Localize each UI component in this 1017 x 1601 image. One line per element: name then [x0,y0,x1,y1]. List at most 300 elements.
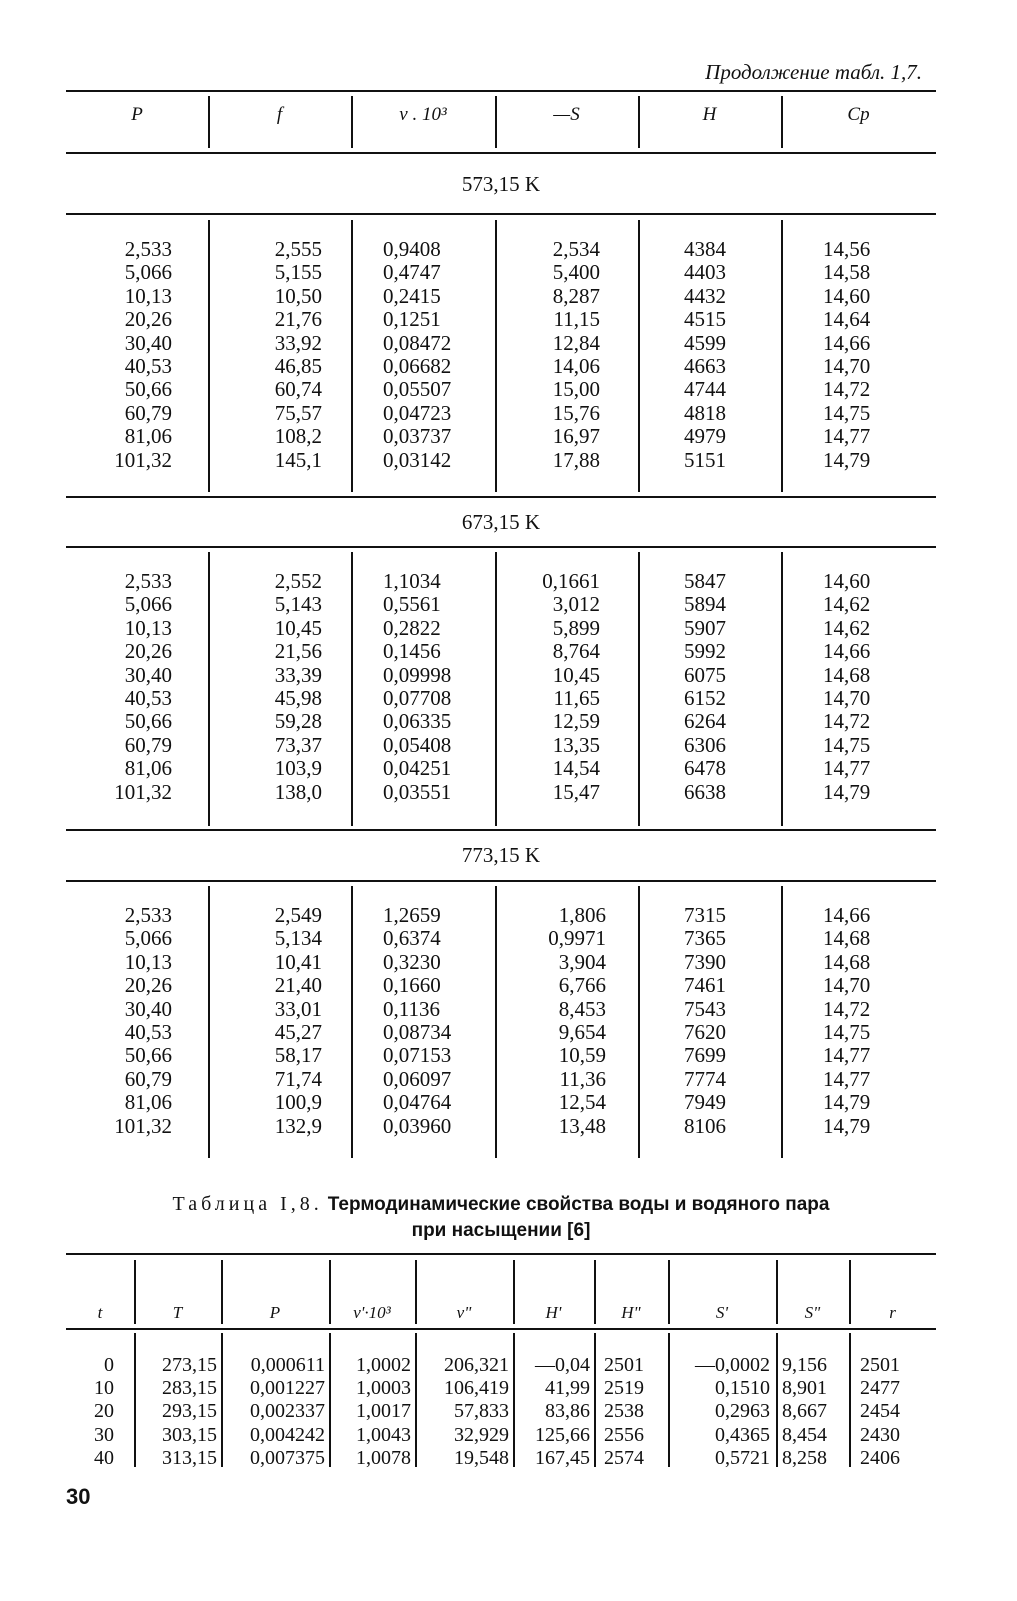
table-cell: 0,6374 [383,926,441,951]
table17-header-rule [66,152,936,154]
column-divider [638,886,640,1158]
table-cell: 14,77 [823,424,871,449]
table-cell: 71,74 [274,1066,322,1091]
table-cell: 2538 [604,1400,644,1423]
table-cell: 1,0078 [356,1446,411,1469]
table-cell: 15,47 [552,779,600,804]
table-cell: 303,15 [162,1423,217,1446]
table18-header-divider [849,1260,851,1324]
table18-header-divider [776,1260,778,1324]
table-cell: 40,53 [124,1020,172,1045]
column-divider [495,220,497,492]
table18-header-v2: v" [456,1303,472,1322]
table-cell: 60,74 [274,377,322,402]
table-cell: 2,534 [552,237,600,261]
table-cell: 15,76 [552,400,600,425]
column-s [510,904,606,1138]
table-cell: 103,9 [274,756,322,781]
table-cell: 14,79 [823,447,871,472]
table-cell: 12,59 [552,709,600,734]
table-cell: 40,53 [124,354,172,379]
table-cell: 0,2963 [715,1400,770,1423]
table-cell: 40,53 [124,686,172,711]
table17-header-f: f [276,104,283,125]
table-cell: 9,156 [782,1354,827,1376]
column-p [80,238,172,472]
table-cell: 0,04251 [383,756,452,781]
table-cell: 2556 [604,1423,644,1446]
table-cell: 14,66 [823,903,871,927]
table18-column-S2 [782,1354,846,1470]
table-cell: 6478 [684,756,726,781]
table-cell: 5,134 [274,926,322,951]
table-cell: 19,548 [454,1446,509,1469]
table-cell: 1,0002 [356,1354,411,1376]
section-temperature: 673,15 K [461,510,541,534]
table-cell: 138,0 [274,779,322,804]
table-cell: 15,00 [552,377,600,402]
table-cell: 0,03737 [383,424,452,449]
table-cell: 167,45 [535,1446,590,1469]
table17-header-divider [781,96,783,148]
table-cell: 6075 [684,662,726,687]
table-cell: 206,321 [444,1354,509,1376]
table-cell: 50,66 [124,709,172,734]
table-cell: 5151 [684,447,726,472]
table18-header-T: T [172,1303,183,1322]
table-cell: 81,06 [124,756,172,781]
table-cell: 5,400 [552,260,600,285]
table-cell: 6,766 [558,973,606,998]
table-cell: 14,60 [823,569,871,593]
table-cell: 1,0043 [356,1423,411,1446]
section-temperature: 773,15 K [461,843,541,867]
column-divider [638,552,640,826]
table-cell: 14,75 [823,400,871,425]
table-cell: 0,1136 [383,996,440,1021]
table-cell: 0,05408 [383,732,452,757]
table-cell: 0,08734 [383,1020,452,1045]
table18-column-v2 [415,1354,509,1470]
table-cell: 0,03551 [383,779,452,804]
table-cell: 58,17 [274,1043,322,1068]
table-cell: 5,066 [124,260,172,285]
table-cell: 0 [104,1354,114,1376]
table-cell: 6152 [684,686,726,711]
table-cell: 4384 [684,237,726,261]
column-h [684,570,754,804]
table17-header-divider [495,96,497,148]
table18-header-divider [134,1260,136,1324]
table-cell: 11,65 [553,686,600,711]
table-cell: 57,833 [454,1400,509,1423]
table-cell: 16,97 [552,424,600,449]
section-rule [66,546,936,548]
table-cell: 5,143 [274,592,322,617]
table18-header-H1: H' [545,1303,562,1322]
table-cell: 2430 [860,1423,900,1446]
table-cell: 4663 [684,354,726,379]
table-cell: —0,04 [535,1354,590,1376]
table18-caption-title-line2: при насыщении [6] [411,1220,591,1241]
table-cell: 8,287 [552,283,600,308]
table18-column-S1 [668,1354,770,1470]
column-divider [638,220,640,492]
table-cell: 4979 [684,424,726,449]
table-cell: 14,79 [823,779,871,804]
table-cell: 0,06335 [383,709,452,734]
table-cell: 50,66 [124,1043,172,1068]
table-cell: 14,70 [823,686,871,711]
table-cell: 41,99 [545,1377,590,1400]
table-cell: 1,1034 [383,569,441,593]
table-cell: 5,899 [552,615,600,640]
table-cell: 33,01 [274,996,322,1021]
table-cell: 2,552 [274,569,322,593]
table-cell: 2501 [604,1354,644,1376]
table-cell: 283,15 [162,1377,217,1400]
table18-header-v1: v'·10³ [353,1303,391,1322]
table18-column-v1 [329,1354,411,1470]
table-cell: 0,002337 [250,1400,325,1423]
column-p [80,570,172,804]
table-cell: 14,66 [823,330,871,355]
table-cell: 2,533 [124,903,172,927]
table-cell: —0,0002 [695,1354,770,1376]
table-cell: 100,9 [274,1090,322,1115]
table-cell: 9,654 [558,1020,606,1045]
table18-caption-prefix: Таблица I,8. [172,1193,323,1215]
table-cell: 14,56 [823,237,871,261]
table-cell: 59,28 [274,709,322,734]
column-v [383,904,483,1138]
table-cell: 0,09998 [383,662,452,687]
table-cell: 46,85 [274,354,322,379]
table-cell: 14,77 [823,1066,871,1091]
column-divider [781,220,783,492]
table-cell: 5,066 [124,926,172,951]
table-cell: 10 [94,1377,114,1400]
table-cell: 8106 [684,1113,726,1138]
table-cell: 14,70 [823,354,871,379]
column-h [684,238,754,472]
table-cell: 7461 [684,973,726,998]
table-cell: 14,58 [823,260,871,285]
table-cell: 60,79 [124,400,172,425]
table-cell: 33,39 [274,662,322,687]
column-cp [823,570,893,804]
table-cell: 32,929 [454,1423,509,1446]
table17-header-p: P [131,104,143,125]
table-cell: 7365 [684,926,726,951]
table18-header-divider [329,1260,331,1324]
table-cell: 0,9408 [383,237,441,261]
table-cell: 11,15 [553,307,600,332]
table18-caption-title: Термодинамические свойства воды и водяного пара [327,1194,830,1215]
table-cell: 7620 [684,1020,726,1045]
table-cell: 33,92 [274,330,322,355]
table-cell: 20,26 [124,639,172,664]
section-temperature: 573,15 K [461,172,541,196]
column-p [80,904,172,1138]
table17-header-divider [208,96,210,148]
column-h [684,904,754,1138]
table-cell: 3,012 [552,592,600,617]
table18-column-divider [776,1333,778,1467]
table-cell: 0,4747 [383,260,441,285]
column-divider [781,886,783,1158]
table-cell: 1,2659 [383,903,441,927]
table-cell: 0,07708 [383,686,452,711]
table18-column-divider [849,1333,851,1467]
table-cell: 40 [94,1446,114,1469]
column-cp [823,904,893,1138]
table-cell: 12,54 [558,1090,606,1115]
table-cell: 14,66 [823,639,871,664]
table-cell: 10,45 [274,615,322,640]
table-cell: 14,68 [823,662,871,687]
table-cell: 21,76 [274,307,322,332]
table-cell: 60,79 [124,1066,172,1091]
table-cell: 6306 [684,732,726,757]
table-cell: 0,07153 [383,1043,452,1068]
table-cell: 20,26 [124,973,172,998]
table-cell: 0,03142 [383,447,452,472]
table-cell: 2519 [604,1377,644,1400]
table-cell: 14,70 [823,973,871,998]
table-cell: 13,35 [552,732,600,757]
table-cell: 0,2822 [383,615,441,640]
column-divider [208,886,210,1158]
table-cell: 75,57 [274,400,322,425]
table-cell: 8,454 [782,1423,827,1446]
section-rule [66,496,936,498]
table-cell: 14,75 [823,732,871,757]
table17-header-cp: Cp [847,104,870,125]
table-cell: 13,48 [558,1113,606,1138]
table-cell: 0,5721 [715,1446,770,1469]
table-cell: 6264 [684,709,726,734]
table18-column-T [134,1354,217,1470]
table-cell: 101,32 [114,779,172,804]
table-cell: 30,40 [124,662,172,687]
table-cell: 4432 [684,283,726,308]
column-divider [351,552,353,826]
table18-column-t [66,1354,114,1470]
table-cell: 0,06682 [383,354,452,379]
table-cell: 20,26 [124,307,172,332]
table-cell: 0,5561 [383,592,441,617]
table17-top-rule [66,90,936,92]
table-cell: 14,64 [823,307,871,332]
table17-header-v: v . 10³ [399,104,447,125]
table-cell: 14,68 [823,926,871,951]
table-cell: 14,54 [552,756,600,781]
table-cell: 0,1661 [542,569,600,593]
table-cell: 5907 [684,615,726,640]
table17-header-divider [351,96,353,148]
table-cell: 7315 [684,903,726,927]
table-cell: 73,37 [274,732,322,757]
continuation-label: Продолжение табл. 1,7. [705,60,922,84]
table-cell: 1,0003 [356,1377,411,1400]
table-cell: 7949 [684,1090,726,1115]
table-cell: 0,004242 [250,1423,325,1446]
column-cp [823,238,893,472]
table-cell: 1,806 [558,903,606,927]
table-cell: 2,549 [274,903,322,927]
table-cell: 2406 [860,1446,900,1469]
table-cell: 12,84 [552,330,600,355]
table18-top-rule [66,1253,936,1255]
column-s [510,238,600,472]
table-cell: 4744 [684,377,726,402]
table-cell: 2,533 [124,237,172,261]
table-cell: 10,13 [124,615,172,640]
column-divider [495,886,497,1158]
table18-header-divider [221,1260,223,1324]
table-cell: 5847 [684,569,726,593]
table18-column-H2 [604,1354,664,1470]
table-cell: 4403 [684,260,726,285]
section-rule [66,880,936,882]
column-v [383,570,483,804]
table-cell: 2454 [860,1400,900,1423]
table-cell: 14,79 [823,1090,871,1115]
table-cell: 2574 [604,1446,644,1469]
table-cell: 7390 [684,949,726,974]
table18-caption [66,1192,936,1217]
section-rule [66,829,936,831]
table-cell: 101,32 [114,447,172,472]
column-v [383,238,483,472]
table-cell: 14,62 [823,615,871,640]
table-cell: 14,77 [823,756,871,781]
table-cell: 14,72 [823,996,871,1021]
table-cell: 5,155 [274,260,322,285]
table17-header-h: H [702,104,717,125]
table18-header-S1: S' [715,1303,729,1322]
table-cell: 106,419 [444,1377,509,1400]
table-cell: 2,533 [124,569,172,593]
table-cell: 0,06097 [383,1066,452,1091]
table-cell: 125,66 [535,1423,590,1446]
table-cell: 7699 [684,1043,726,1068]
table-cell: 14,68 [823,949,871,974]
table-cell: 7774 [684,1066,726,1091]
table-cell: 0,03960 [383,1113,452,1138]
table-cell: 313,15 [162,1446,217,1469]
table-cell: 2477 [860,1377,900,1400]
table-cell: 60,79 [124,732,172,757]
table-cell: 11,36 [559,1066,606,1091]
table-cell: 0,04723 [383,400,452,425]
table-cell: 6638 [684,779,726,804]
table-cell: 0,007375 [250,1446,325,1469]
table-cell: 4818 [684,400,726,425]
table18-column-H1 [513,1354,590,1470]
table-cell: 0,3230 [383,949,441,974]
table-cell: 45,98 [274,686,322,711]
table-cell: 2501 [860,1354,900,1376]
table-cell: 10,13 [124,283,172,308]
table-cell: 81,06 [124,1090,172,1115]
table17-header-s: —S [553,104,580,125]
table-cell: 14,75 [823,1020,871,1045]
table-cell: 21,56 [274,639,322,664]
table-cell: 4515 [684,307,726,332]
column-divider [351,220,353,492]
table-cell: 273,15 [162,1354,217,1376]
table-cell: 0,001227 [250,1377,325,1400]
table-cell: 2,555 [274,237,322,261]
column-f [220,238,322,472]
table-cell: 132,9 [274,1113,322,1138]
table-cell: 0,1510 [715,1377,770,1400]
table-cell: 4599 [684,330,726,355]
table-cell: 17,88 [552,447,600,472]
table-cell: 14,79 [823,1113,871,1138]
table18-header-t: t [97,1303,103,1322]
table17-header-divider [638,96,640,148]
table-cell: 14,72 [823,709,871,734]
table-cell: 8,258 [782,1446,827,1469]
page-number: 30 [66,1484,91,1509]
section-rule [66,213,936,215]
table18-header-r: r [889,1303,896,1322]
table-cell: 10,50 [274,283,322,308]
table-cell: 0,08472 [383,330,452,355]
table-cell: 0,2415 [383,283,441,308]
table18-header-divider [668,1260,670,1324]
column-s [510,570,600,804]
table-cell: 10,45 [552,662,600,687]
table-cell: 101,32 [114,1113,172,1138]
table-cell: 7543 [684,996,726,1021]
table-cell: 8,667 [782,1400,827,1423]
table18-column-P [221,1354,325,1470]
table18-header-S2: S" [804,1303,821,1322]
table-cell: 0,1660 [383,973,441,998]
table-cell: 30,40 [124,996,172,1021]
table-cell: 81,06 [124,424,172,449]
table18-column-r [860,1354,930,1470]
table18-header-divider [415,1260,417,1324]
table-cell: 14,62 [823,592,871,617]
table-cell: 5992 [684,639,726,664]
column-divider [351,886,353,1158]
table-cell: 5894 [684,592,726,617]
table-cell: 145,1 [274,447,322,472]
table18-header-H2: H" [621,1303,641,1322]
table-cell: 0,04764 [383,1090,452,1115]
column-f [220,904,322,1138]
column-divider [208,552,210,826]
table-cell: 14,60 [823,283,871,308]
table-cell: 108,2 [274,424,322,449]
table-cell: 8,764 [552,639,600,664]
column-divider [781,552,783,826]
table-cell: 1,0017 [356,1400,411,1423]
column-f [220,570,322,804]
table18-column-divider [594,1333,596,1467]
table18-header-divider [513,1260,515,1324]
table-cell: 21,40 [274,973,322,998]
table-cell: 50,66 [124,377,172,402]
table-cell: 5,066 [124,592,172,617]
table-cell: 0,000611 [250,1354,325,1376]
table-cell: 10,13 [124,949,172,974]
